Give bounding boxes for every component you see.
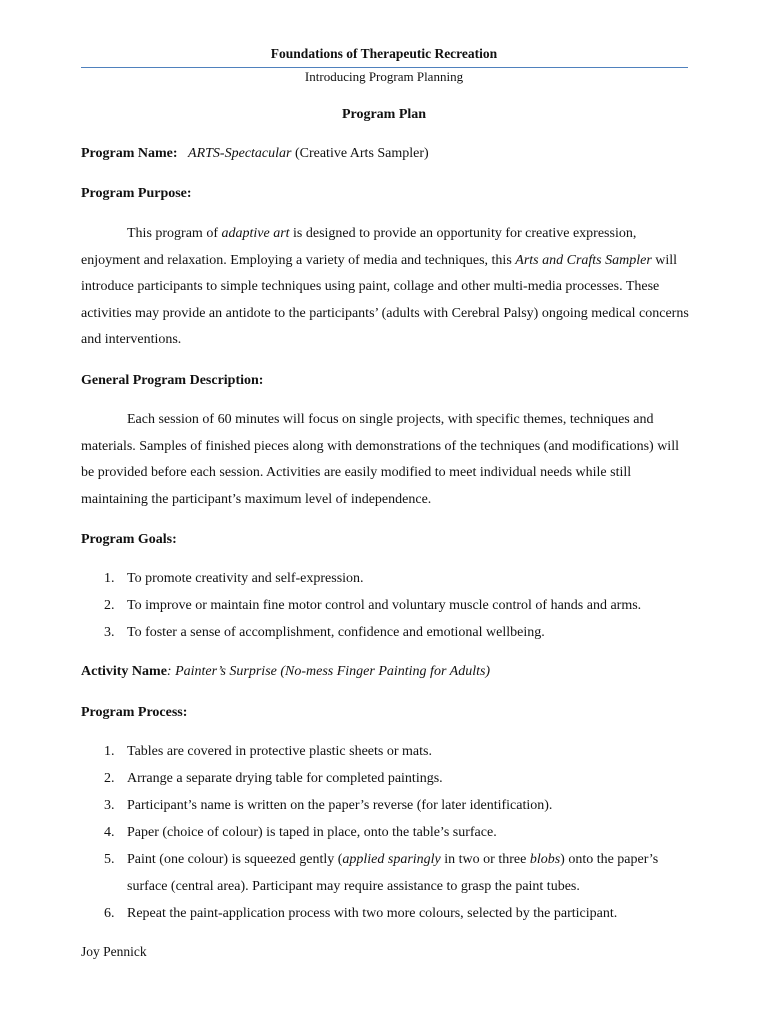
goals-heading: Program Goals: xyxy=(81,532,177,547)
activity-name-value: : Painter’s Surprise (No-mess Finger Painting for Adults) xyxy=(166,664,491,679)
program-name-value: ARTS-Spectacular xyxy=(188,146,292,161)
purpose-text-sampler: Arts and Crafts Sampler xyxy=(515,252,652,268)
header-subtitle: Introducing Program Planning xyxy=(304,69,464,84)
list-item: 6. Repeat the paint-application process with two more colours, selected by the participant. xyxy=(104,906,618,921)
activity-name-line xyxy=(81,664,490,680)
list-item: 3. Participant’s name is written on the paper’s reverse (for later identification). xyxy=(104,798,553,813)
footer-author: Joy Pennick xyxy=(81,944,147,959)
list-item: 4. Paper (choice of colour) is taped in place, onto the table’s surface. xyxy=(104,825,497,840)
purpose-text-2: is designed to provide an opportunity for creative expression, enjoyment and relaxation. Employing a variety of media and techniques, this xyxy=(81,226,637,268)
goals-list xyxy=(81,565,691,646)
header-divider xyxy=(81,67,688,68)
program-name-label: Program Name: xyxy=(81,146,178,161)
purpose-text-1: This program of xyxy=(127,226,222,241)
document-title: Program Plan xyxy=(341,107,427,122)
description-paragraph: Each session of 60 minutes will focus on single projects, with specific themes, techniques and materials. Samples of finished pieces along with demonstrations of the techniques (and modifications) will be provided before each session. Activities are easily modified to meet individual needs while still maintaining the participant’s maximum level of independence. xyxy=(81,412,679,507)
program-name-suffix: (Creative Arts Sampler) xyxy=(291,146,429,161)
list-item: 3. To foster a sense of accomplishment, confidence and emotional wellbeing. xyxy=(104,625,545,640)
process-list xyxy=(81,738,691,927)
purpose-text-adaptive-art: adaptive art xyxy=(221,226,290,241)
process-heading: Program Process: xyxy=(81,705,188,720)
activity-name-label: Activity Name xyxy=(81,664,167,679)
list-item: 1. To promote creativity and self-expression. xyxy=(104,571,364,586)
list-item: 5. Paint (one colour) is squeezed gently (applied sparingly in two or three blobs) onto the paper’s surface (central area). Participant may require assistance to grasp the paint tubes. xyxy=(104,852,659,894)
purpose-text-3: will introduce participants to simple techniques using paint, collage and other multi-media processes. These activities may provide an antidote to the participants’ (adults with Cerebral Palsy) ongoing medical concerns and interventions. xyxy=(81,252,689,347)
purpose-heading: Program Purpose: xyxy=(81,186,192,201)
purpose-paragraph xyxy=(81,221,691,354)
list-item: 1. Tables are covered in protective plastic sheets or mats. xyxy=(104,744,432,759)
header-title: Foundations of Therapeutic Recreation xyxy=(270,46,498,61)
description-heading: General Program Description: xyxy=(81,373,264,388)
list-item: 2. Arrange a separate drying table for completed paintings. xyxy=(104,771,443,786)
program-name-line xyxy=(81,146,429,162)
list-item: 2. To improve or maintain fine motor control and voluntary muscle control of hands and arms. xyxy=(104,598,642,613)
